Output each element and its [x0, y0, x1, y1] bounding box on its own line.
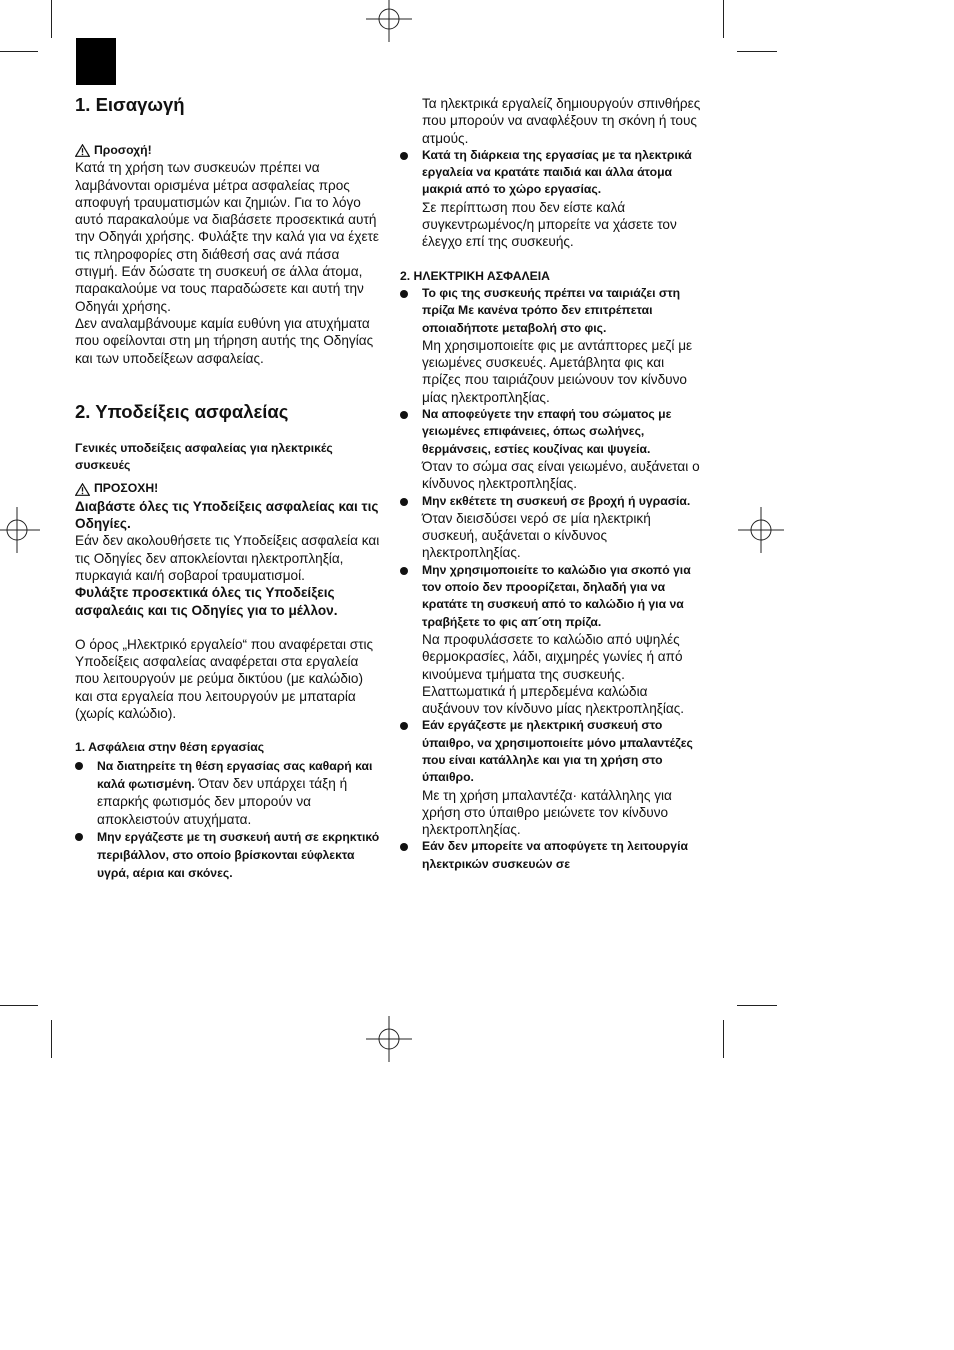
continued-text: Τα ηλεκτρικά εργαλείζ δημιουργούν σπινθήρες που μπορούν να αναφλέξουν τη σκόνη ή τους ατμούς. [422, 96, 701, 146]
bullet-icon [400, 567, 408, 575]
crop-mark [0, 1005, 38, 1006]
list-item-bold: Μην εργάζεστε με τη συσκευή αυτή σε εκρηκτικό περιβάλλον, στο οποίο βρίσκονται εύφλεκτα υγρά, αέρια και σκόνες. [97, 829, 380, 881]
bullet-icon [400, 152, 408, 160]
list-item-bold: Μην εκθέτετε τη συσκευή σε βροχή ή υγρασία. [422, 493, 691, 508]
list-item [400, 147, 704, 251]
list-item-text: Μη χρησιμοποιείτε φις με αντάπτορες μεζί με γειωμένες συσκευές. Αμετάβλητα φις και πρίζες που ταιριάζουν μειώνουν τον κίνδυνο μίας ηλεκτροπληξίας. [422, 337, 693, 405]
list-item [75, 757, 381, 828]
warning-triangle-icon [75, 144, 90, 157]
caution-label: ΠΡΟΣΟΧΗ! [94, 481, 159, 496]
registration-crosshair-icon [366, 0, 412, 42]
caution-note [75, 480, 381, 497]
warning-triangle-icon [75, 483, 90, 496]
registration-crosshair-icon [366, 1016, 412, 1062]
list-item-text: Όταν διεισδύσει νερό σε μία ηλεκτρική συσκευή, αυξάνεται ο κίνδυνος ηλεκτροπληξίας. [422, 510, 651, 561]
registration-crosshair-icon [738, 507, 784, 553]
registration-crosshair-icon [0, 507, 40, 553]
list-item [400, 562, 704, 718]
caution-label: Προσοχή! [94, 143, 152, 157]
list-item-bold: Εάν εργάζεστε με ηλεκτρική συσκευή στο ύπαιθρο, να χρησιμοποιείτε μόνο μπαλαντέζες που είναι κατάλληλε και για τη χρήση στο ύπαιθρο. [422, 718, 693, 785]
list-item [400, 406, 704, 492]
heading-introduction: 1. Εισαγωγή [75, 94, 185, 115]
keep-instructions-bold: Φυλάξτε προσεκτικά όλες τις Υποδείξεις ασφαλεάις και τις Οδηγίες για το μέλλον. [75, 585, 338, 618]
heading-safety: 2. Υποδείξεις ασφαλείας [75, 400, 289, 422]
crop-mark [51, 1020, 52, 1058]
list-item-text: Με τη χρήση μπαλαντέζα· κατάλληλης για χρήση στο ύπαιθρο μειώνετε τον κίνδυνο ηλεκτροπληξίας. [422, 787, 672, 838]
list-item-text: Να προφυλάσσετε το καλώδιο από υψηλές θερμοκρασίες, λάδι, αιχμηρές γωνίες ή από κινούμενα τμήματα της συσκευής. Ελαττωματικά ή μπερδεμένα καλώδια αυξάνουν τον κίνδυνο μίας ηλεκτροπληξίας. [422, 631, 685, 717]
bullet-icon [400, 843, 408, 851]
list-item-text: Όταν το σώμα σας είναι γειωμένο, αυξάνεται ο κίνδυνος ηλεκτροπληξίας. [422, 458, 700, 492]
list-item-bold: Να αποφεύγετε την επαφή του σώματος με γειωμένες επιφάνειες, όπως σωλήνες, θερμάνσεις, εστίες κουζίνας και ψυγεία. [422, 407, 672, 456]
workplace-safety-heading: 1. Ασφάλεια στην θέση εργασίας [75, 740, 265, 755]
crop-mark [0, 51, 38, 52]
general-safety-heading: Γενικές υποδείξεις ασφαλείας για ηλεκτρικές συσκευές [75, 440, 333, 473]
bullet-icon [75, 833, 83, 841]
bullet-icon [400, 411, 408, 419]
list-item-text: Σε περίπτωση που δεν είστε καλά συγκεντρωμένος/η μπορείτε να χάσετε τον έλεγχο επί της συσκευής. [422, 199, 677, 250]
bullet-icon [400, 722, 408, 730]
right-column [400, 95, 704, 873]
crop-mark [737, 51, 777, 52]
liability-paragraph: Δεν αναλαμβάνουμε καμία ευθύνη για ατυχήματα που οφείλονται στη μη τήρηση αυτής της Οδηγίας και των υποδείξεων ασφαλείας. [75, 315, 374, 366]
left-column [75, 94, 381, 883]
crop-mark [51, 0, 52, 38]
list-item [400, 493, 704, 562]
section-tab-block [76, 38, 116, 85]
list-item [75, 828, 381, 883]
bullet-icon [400, 290, 408, 298]
read-instructions-text: Εάν δεν ακολουθήσετε τις Υποδείξεις ασφαλεία και τις Οδηγίες δεν αποκλείονται ηλεκτροπληξία, πυρκαγιά και/ή σοβαροί τραυματισμοί. [75, 533, 380, 583]
list-item-bold: Μην χρησιμοποιείτε το καλώδιο για σκοπό για τον οποίο δεν προορίζεται, δηλαδή για να κρατάτε τη συσκευή από το καλώδιο ή για να τραβήξετε το φις απ´οτη πρίζα. [422, 562, 691, 629]
list-item [400, 838, 704, 873]
crop-mark [723, 1020, 724, 1058]
list-item-bold: Να διατηρείτε τη θέση εργασίας σας καθαρή και καλά φωτισμένη. [97, 758, 373, 791]
list-item [400, 285, 704, 406]
caution-note [75, 142, 381, 159]
bullet-icon [400, 498, 408, 506]
list-item-bold: Κατά τη διάρκεια της εργασίας με τα ηλεκτρικά εργαλεία να κρατάτε παιδιά και άλλα άτομα μακριά από το χώρο εργασίας. [422, 147, 692, 197]
power-tool-term-paragraph: Ο όρος „Ηλεκτρικό εργαλείο“ που αναφέρεται στις Υποδείξεις ασφαλείας αναφέρεται στα εργαλεία που λειτουργούν με ρεύμα δικτύου (με καλώδιο) και στα εργαλεία που λειτουργούν με μπαταρία (χωρίς καλώδιο). [75, 636, 374, 722]
list-item-bold: Εάν δεν μπορείτε να αποφύγετε τη λειτουργία ηλεκτρικών συσκευών σε [422, 839, 688, 871]
electrical-safety-heading: 2. ΗΛΕΚΤΡΙΚΗ ΑΣΦΑΛΕΙΑ [400, 268, 550, 283]
crop-mark [723, 0, 724, 38]
crop-mark [737, 1005, 777, 1006]
intro-paragraph: Κατά τη χρήση των συσκευών πρέπει να λαμβάνονται ορισμένα μέτρα ασφαλείας προς αποφυγή τραυματισμών και ζημιών. Για το λόγο αυτό παρακαλούμε να διαβάσετε προσεκτικά αυτή την Οδηγάι χρήσης. Φυλάξτε την καλά για να έχετε τις πληροφορίες στη διάθεσή σας ανά πάσα στιγμή. Εάν δώσατε τη συσκευή σε άλλα άτομα, παρακαλούμε να τους παραδώσετε και αυτή την Οδηγάι χρήσης. [75, 160, 379, 314]
list-item-text: Όταν δεν υπάρχει τάξη ή επαρκής φωτισμός δεν μπορούν να αποκλειστούν ατυχήματα. [97, 775, 348, 827]
list-item-bold: Το φις της συσκευής πρέπει να ταιριάζει στη πρίζα Με κανένα τρόπο δεν επιτρέπεται οποιαδήποτε μεταβολή στο φις. [422, 285, 681, 335]
list-item [400, 717, 704, 838]
bullet-icon [75, 762, 83, 770]
read-instructions-bold: Διαβάστε όλες τις Υποδείξεις ασφαλείας και τις Οδηγίες. [75, 498, 379, 532]
